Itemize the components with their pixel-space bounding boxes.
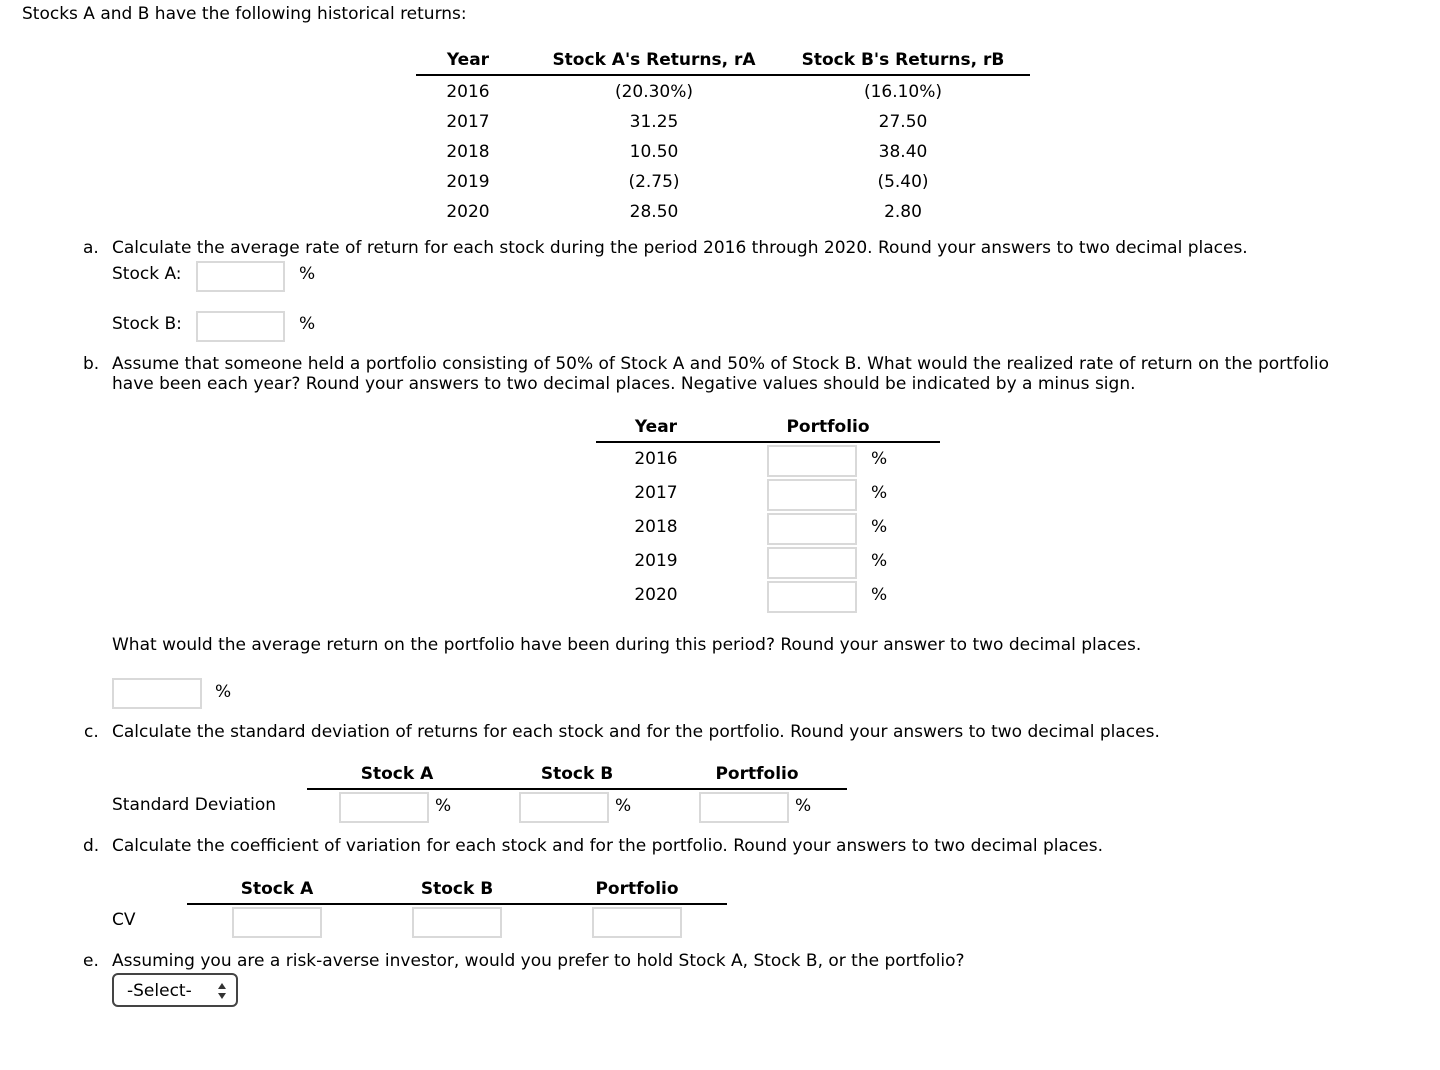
sd-header-portfolio: Portfolio: [715, 764, 799, 784]
stock-b-percent-unit: %: [299, 314, 316, 334]
portfolio-return-input-2017[interactable]: [767, 479, 857, 511]
sd-stock-b-input[interactable]: [519, 792, 609, 823]
portfolio-year: 2016: [634, 449, 678, 469]
returns-stock-a-value: 28.50: [629, 202, 679, 222]
part-b-marker: b.: [83, 354, 100, 374]
cv-header-stock-b: Stock B: [420, 879, 494, 899]
cv-stock-b-input[interactable]: [412, 907, 502, 938]
portfolio-percent-unit: %: [871, 483, 888, 503]
portfolio-percent-unit: %: [871, 585, 888, 605]
sd-header-rule: [307, 788, 847, 790]
standard-deviation-label: Standard Deviation: [112, 795, 277, 815]
sd-stock-b-percent-unit: %: [615, 796, 632, 816]
cv-header-stock-a: Stock A: [240, 879, 314, 899]
part-c-question: Calculate the standard deviation of returns for each stock and for the portfolio. Round your answers to two decimal places.: [112, 722, 1160, 742]
cv-label: CV: [112, 910, 136, 930]
part-b-question-line2: have been each year? Round your answers to two decimal places. Negative values should be indicated by a minus sign.: [112, 374, 1136, 394]
portfolio-return-input-2016[interactable]: [767, 445, 857, 477]
portfolio-year: 2019: [634, 551, 678, 571]
sd-portfolio-input[interactable]: [699, 792, 789, 823]
portfolio-header-year: Year: [634, 417, 678, 437]
returns-header-rule: [416, 74, 1030, 76]
cv-header-portfolio: Portfolio: [595, 879, 679, 899]
portfolio-return-input-2018[interactable]: [767, 513, 857, 545]
part-e-question: Assuming you are a risk-averse investor, would you prefer to hold Stock A, Stock B, or the portfolio?: [112, 951, 965, 971]
returns-stock-a-value: (2.75): [628, 172, 680, 192]
returns-year: 2019: [446, 172, 490, 192]
average-portfolio-return-input[interactable]: [112, 678, 202, 709]
returns-stock-b-value: (16.10%): [863, 82, 943, 102]
returns-header-year: Year: [446, 50, 490, 70]
average-portfolio-percent-unit: %: [215, 682, 232, 702]
returns-stock-b-value: 2.80: [884, 202, 922, 222]
portfolio-percent-unit: %: [871, 551, 888, 571]
portfolio-header-rule: [596, 441, 940, 443]
stock-a-label: Stock A:: [112, 264, 182, 284]
select-arrows-icon: [218, 980, 226, 1002]
sd-header-stock-b: Stock B: [540, 764, 614, 784]
stock-a-percent-unit: %: [299, 264, 316, 284]
returns-stock-a-value: 10.50: [629, 142, 679, 162]
returns-year: 2017: [446, 112, 490, 132]
stock-b-average-input[interactable]: [196, 311, 285, 342]
portfolio-header-portfolio: Portfolio: [786, 417, 870, 437]
portfolio-percent-unit: %: [871, 449, 888, 469]
stock-a-average-input[interactable]: [196, 261, 285, 292]
portfolio-year: 2020: [634, 585, 678, 605]
portfolio-return-input-2020[interactable]: [767, 581, 857, 613]
returns-stock-a-value: 31.25: [629, 112, 679, 132]
cv-portfolio-input[interactable]: [592, 907, 682, 938]
sd-stock-a-percent-unit: %: [435, 796, 452, 816]
returns-stock-a-value: (20.30%): [614, 82, 694, 102]
returns-stock-b-value: 27.50: [878, 112, 928, 132]
preference-select-value: -Select-: [127, 981, 192, 1001]
cv-header-rule: [187, 903, 727, 905]
part-c-marker: c.: [84, 722, 99, 742]
returns-year: 2018: [446, 142, 490, 162]
returns-year: 2016: [446, 82, 490, 102]
sd-stock-a-input[interactable]: [339, 792, 429, 823]
cv-stock-a-input[interactable]: [232, 907, 322, 938]
preference-select[interactable]: [112, 973, 238, 1007]
returns-header-stock-b: Stock B's Returns, rB: [801, 50, 1005, 70]
average-portfolio-question: What would the average return on the portfolio have been during this period? Round your answer to two decimal places.: [112, 635, 1142, 655]
stock-b-label: Stock B:: [112, 314, 182, 334]
part-d-question: Calculate the coefficient of variation for each stock and for the portfolio. Round your answers to two decimal places.: [112, 836, 1103, 856]
sd-header-stock-a: Stock A: [360, 764, 434, 784]
returns-year: 2020: [446, 202, 490, 222]
returns-header-stock-a: Stock A's Returns, rA: [552, 50, 756, 70]
returns-stock-b-value: (5.40): [877, 172, 929, 192]
part-d-marker: d.: [83, 836, 100, 856]
portfolio-percent-unit: %: [871, 517, 888, 537]
part-b-question-line1: Assume that someone held a portfolio consisting of 50% of Stock A and 50% of Stock B. What would the realized rate of return on the portfolio: [112, 354, 1330, 374]
portfolio-return-input-2019[interactable]: [767, 547, 857, 579]
intro-text: Stocks A and B have the following historical returns:: [22, 4, 467, 24]
part-e-marker: e.: [83, 951, 99, 971]
portfolio-year: 2017: [634, 483, 678, 503]
sd-portfolio-percent-unit: %: [795, 796, 812, 816]
portfolio-year: 2018: [634, 517, 678, 537]
part-a-question: Calculate the average rate of return for each stock during the period 2016 through 2020. Round your answers to two decimal places.: [112, 238, 1248, 258]
part-a-marker: a.: [83, 238, 99, 258]
returns-stock-b-value: 38.40: [878, 142, 928, 162]
